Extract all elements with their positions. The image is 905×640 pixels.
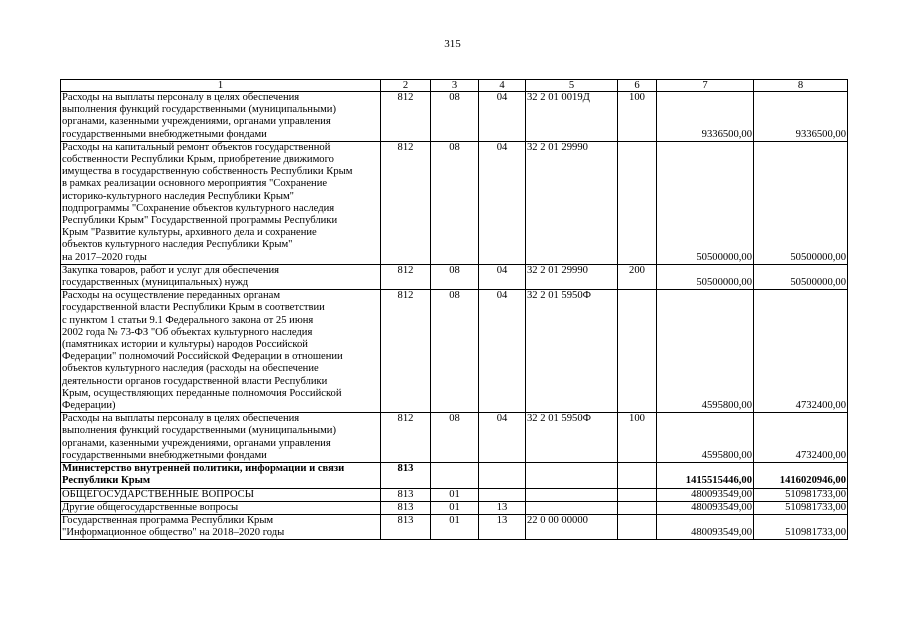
amount-2020: 1416020946,00 [754,463,848,488]
table-row [61,501,848,514]
subsection-code [479,488,526,501]
budget-table [60,79,848,540]
amount-2019: 480093549,00 [657,514,754,539]
table-row [61,92,848,142]
amount-2019: 4595800,00 [657,413,754,463]
amount-2020: 4732400,00 [754,413,848,463]
expense-type-code [618,141,657,264]
expense-type-code: 100 [618,413,657,463]
target-article-code: 32 2 01 5950Ф [526,413,618,463]
section-code: 08 [431,264,479,289]
table-row [61,514,848,539]
row-name: Министерство внутренней политики, информации и связи Республики Крым [61,463,381,488]
target-article-code: 32 2 01 0019Д [526,92,618,142]
grbs-code: 812 [381,92,431,142]
row-name: Закупка товаров, работ и услуг для обеспечения государственных (муниципальных) нужд [61,264,381,289]
expense-type-code [618,501,657,514]
amount-2019: 50500000,00 [657,264,754,289]
header-cell: 5 [526,80,618,92]
table-row [61,488,848,501]
grbs-code: 812 [381,141,431,264]
grbs-code: 813 [381,463,431,488]
header-cell: 8 [754,80,848,92]
target-article-code [526,488,618,501]
target-article-code [526,501,618,514]
amount-2020: 510981733,00 [754,514,848,539]
section-code: 08 [431,141,479,264]
row-name: Расходы на капитальный ремонт объектов государственной собственности Республики Крым, приобретение движимого имущества в государственную собственность Республики Крым в рамках реализации основного мероприятия "Сохранение историко-культурного наследия Республики Крым" подпрограммы "Сохранение объектов культурного наследия Республики Крым" Государственной программы Республики Крым "Развитие культуры, архивного дела и сохранение объектов культурного наследия Республики Крым" на 2017–2020 годы [61,141,381,264]
amount-2020: 9336500,00 [754,92,848,142]
subsection-code: 04 [479,413,526,463]
target-article-code: 32 2 01 29990 [526,141,618,264]
expense-type-code: 100 [618,92,657,142]
subsection-code: 04 [479,290,526,413]
grbs-code: 812 [381,290,431,413]
grbs-code: 813 [381,514,431,539]
section-code [431,463,479,488]
header-row [61,80,848,92]
header-cell: 7 [657,80,754,92]
subsection-code: 13 [479,514,526,539]
target-article-code: 22 0 00 00000 [526,514,618,539]
subsection-code [479,463,526,488]
page-number: 315 [444,38,461,50]
expense-type-code [618,488,657,501]
subsection-code: 04 [479,141,526,264]
table-row [61,264,848,289]
amount-2020: 4732400,00 [754,290,848,413]
header-cell: 2 [381,80,431,92]
expense-type-code [618,463,657,488]
section-code: 08 [431,92,479,142]
header-cell: 3 [431,80,479,92]
amount-2020: 510981733,00 [754,501,848,514]
amount-2019: 50500000,00 [657,141,754,264]
section-code: 01 [431,488,479,501]
amount-2019: 1415515446,00 [657,463,754,488]
amount-2020: 50500000,00 [754,141,848,264]
table-row [61,413,848,463]
target-article-code: 32 2 01 5950Ф [526,290,618,413]
expense-type-code [618,514,657,539]
grbs-code: 812 [381,264,431,289]
grbs-code: 812 [381,413,431,463]
section-code: 01 [431,501,479,514]
amount-2019: 480093549,00 [657,501,754,514]
grbs-code: 813 [381,488,431,501]
row-name: Расходы на выплаты персоналу в целях обеспечения выполнения функций государственными (муниципальными) органами, казенными учреждениями, органами управления государственными внебюджетными фондами [61,92,381,142]
amount-2019: 9336500,00 [657,92,754,142]
amount-2020: 510981733,00 [754,488,848,501]
row-name: Другие общегосударственные вопросы [61,501,381,514]
header-cell: 1 [61,80,381,92]
row-name: Государственная программа Республики Крым "Информационное общество" на 2018–2020 годы [61,514,381,539]
section-code: 08 [431,413,479,463]
section-code: 08 [431,290,479,413]
row-name: ОБЩЕГОСУДАРСТВЕННЫЕ ВОПРОСЫ [61,488,381,501]
amount-2019: 4595800,00 [657,290,754,413]
table-row [61,290,848,413]
amount-2019: 480093549,00 [657,488,754,501]
subsection-code: 04 [479,264,526,289]
grbs-code: 813 [381,501,431,514]
row-name: Расходы на осуществление переданных органам государственной власти Республики Крым в соответствии с пунктом 1 статьи 9.1 Федерального закона от 25 июня 2002 года № 73-ФЗ "Об объектах культурного наследия (памятниках истории и культуры) народов Российской Федерации" полномочий Российской Федерации в отношении объектов культурного наследия (расходы на обеспечение деятельности органов государственной власти Республики Крым, осуществляющих переданные полномочия Российской Федерации) [61,290,381,413]
target-article-code [526,463,618,488]
header-cell: 6 [618,80,657,92]
subsection-code: 13 [479,501,526,514]
table-row [61,463,848,488]
header-cell: 4 [479,80,526,92]
section-code: 01 [431,514,479,539]
table-row [61,141,848,264]
subsection-code: 04 [479,92,526,142]
amount-2020: 50500000,00 [754,264,848,289]
row-name: Расходы на выплаты персоналу в целях обеспечения выполнения функций государственными (муниципальными) органами, казенными учреждениями, органами управления государственными внебюджетными фондами [61,413,381,463]
expense-type-code [618,290,657,413]
target-article-code: 32 2 01 29990 [526,264,618,289]
expense-type-code: 200 [618,264,657,289]
